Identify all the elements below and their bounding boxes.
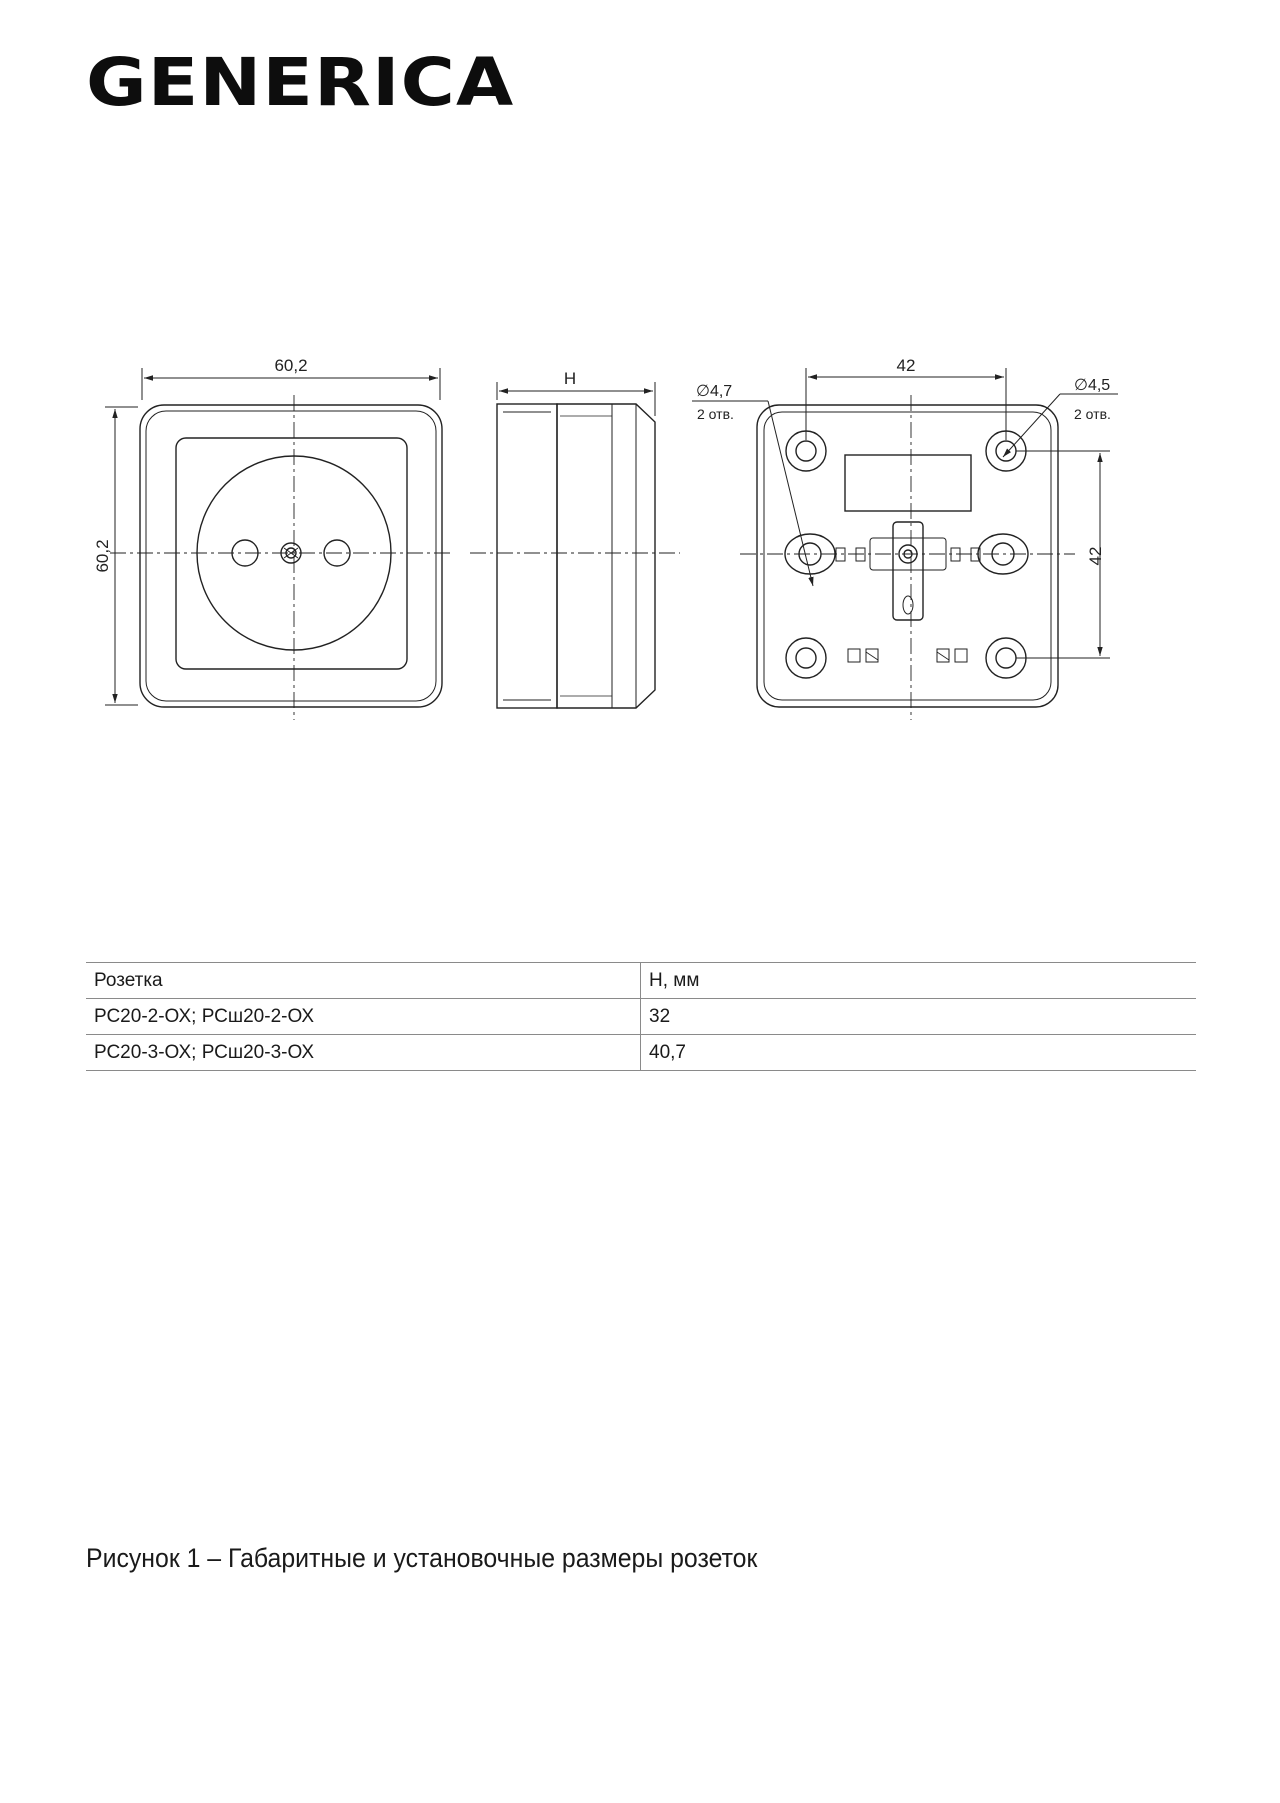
table-header-cell: Розетка — [86, 963, 641, 999]
table-cell: РС20-2-ОХ; РСш20-2-ОХ — [86, 999, 641, 1035]
left-hole-diameter-label: ∅4,7 — [696, 383, 733, 400]
front-view — [105, 368, 450, 720]
front-outer-frame — [140, 405, 442, 707]
central-terminal — [893, 522, 923, 620]
table-header-row — [86, 963, 1196, 999]
back-hole-spacing-h-label: 42 — [896, 356, 916, 375]
front-height-label: 60,2 — [93, 539, 112, 573]
side-body — [557, 404, 655, 708]
mounting-hole-bottom-left — [786, 638, 826, 678]
side-depth-label: H — [563, 369, 577, 388]
figure-caption: Рисунок 1 – Габаритные и установочные размеры розеток — [86, 1543, 758, 1573]
side-view — [470, 382, 680, 708]
table-row — [86, 1035, 1196, 1071]
table-header-cell: Н, мм — [641, 963, 1197, 999]
right-hole-diameter-label: ∅4,5 — [1074, 377, 1111, 394]
back-hole-spacing-v-label: 42 — [1086, 546, 1105, 566]
side-front-plate — [497, 404, 557, 708]
table-cell: 32 — [641, 999, 1197, 1035]
dimensions-table — [86, 962, 1196, 1071]
back-view — [692, 368, 1118, 720]
table-cell: РС20-3-ОХ; РСш20-3-ОХ — [86, 1035, 641, 1071]
table-cell: 40,7 — [641, 1035, 1197, 1071]
label-window — [845, 455, 971, 511]
technical-drawing — [0, 340, 1280, 740]
table-row — [86, 999, 1196, 1035]
back-outer-frame — [757, 405, 1058, 707]
front-inner-bevel — [146, 411, 436, 701]
brand-logo: GENERICA — [86, 44, 515, 121]
right-hole-count-label: 2 отв. — [1074, 406, 1111, 422]
left-hole-count-label: 2 отв. — [697, 406, 734, 422]
front-width-label: 60,2 — [274, 356, 308, 375]
